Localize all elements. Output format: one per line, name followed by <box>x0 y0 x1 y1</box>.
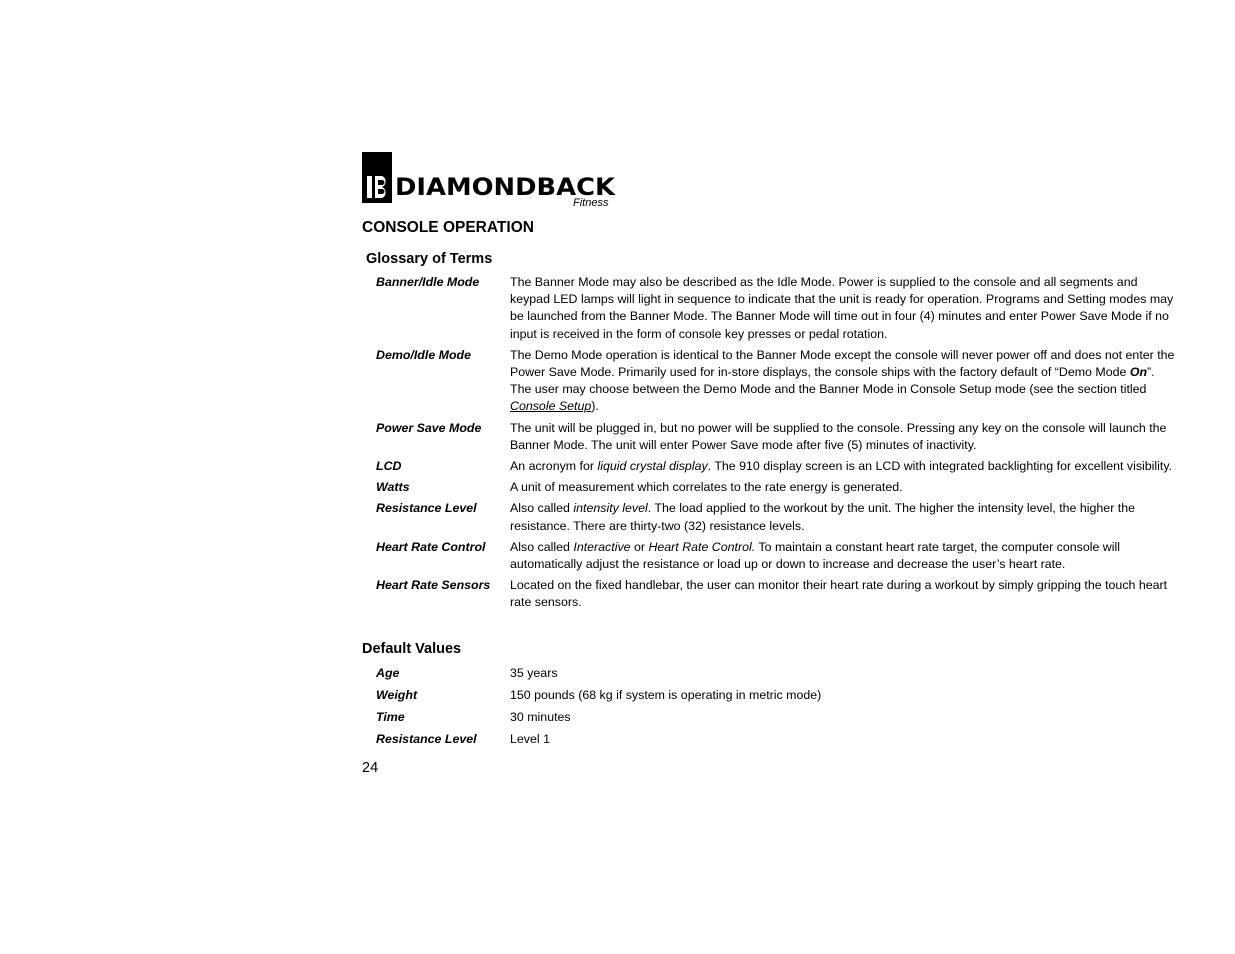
definition-italic-text: Heart Rate Control. <box>648 539 756 554</box>
glossary-definition: Located on the fixed handlebar, the user can monitor their heart rate during a workout by simply gripping the touch heart rate sensors. <box>510 578 1168 610</box>
definition-text: An acronym for <box>510 459 598 474</box>
page-number: 24 <box>362 760 379 776</box>
default-value: 35 years <box>510 666 558 680</box>
definition-text: To maintain a constant heart rate target, the computer console will automatically adjust the resistance or load up or down to increase and decrease the user’s heart rate. <box>510 539 1121 572</box>
definition-bold-text: On <box>1129 365 1148 380</box>
glossary-item <box>376 500 1176 534</box>
definition-text: Also called <box>510 501 574 516</box>
definition-text: . The 910 display screen is an LCD with integrated backlighting for excellent visibility. <box>707 459 1173 474</box>
logo-tagline-text: Fitness <box>573 197 609 208</box>
definition-text: The Demo Mode operation is identical to the Banner Mode except the console will never power off and does not enter the Power Save Mode. Primarily used for in-store displays, the console ships with the factory default of “Demo Mode <box>510 347 1175 380</box>
logo-brand-text: DIAMONDBACK <box>395 173 617 201</box>
default-value: Level 1 <box>510 732 550 746</box>
glossary-item <box>376 420 1176 454</box>
glossary-item <box>376 274 1176 343</box>
default-value-item <box>376 665 1176 682</box>
definition-italic-text: Interactive <box>573 539 631 554</box>
glossary-definition: The unit will be plugged in, but no power will be supplied to the console. Pressing any key on the console will launch the Banner Mode. The unit will enter Power Save mode after five (5) minutes of inactivity. <box>510 420 1167 452</box>
glossary-term: Resistance Level <box>376 501 477 516</box>
default-value-item <box>376 731 1176 748</box>
glossary-definition <box>510 539 1176 573</box>
glossary-item <box>376 479 1176 496</box>
diamondback-logo <box>362 152 618 208</box>
definition-text: Also called <box>510 539 574 554</box>
default-value: 150 pounds (68 kg if system is operating in metric mode) <box>510 688 822 702</box>
glossary-item <box>376 347 1176 416</box>
glossary-item <box>376 577 1176 611</box>
glossary-item <box>376 539 1176 573</box>
definition-text: ”. The user may choose between the Demo Mode and the Banner Mode in Console Setup mode (see the section titled <box>510 365 1155 397</box>
definition-text: or <box>630 539 649 554</box>
glossary-term: Heart Rate Control <box>376 539 486 554</box>
default-value-term: Resistance Level <box>376 732 477 746</box>
glossary-definition <box>510 500 1176 534</box>
default-value-item <box>376 709 1176 726</box>
definition-text: ). <box>591 399 599 414</box>
default-value-item <box>376 687 1176 704</box>
default-values-list <box>376 665 1176 753</box>
diamondback-logo-mark <box>362 152 618 208</box>
console-setup-reference: Console Setup <box>510 399 592 414</box>
glossary-definition: A unit of measurement which correlates to the rate energy is generated. <box>510 480 903 495</box>
glossary-list <box>376 274 1176 616</box>
default-value: 30 minutes <box>510 710 571 724</box>
default-value-term: Weight <box>376 688 418 702</box>
definition-text: . The load applied to the workout by the unit. The higher the intensity level, the higher the resistance. There are thirty-two (32) resistance levels. <box>510 501 1135 533</box>
section-title: CONSOLE OPERATION <box>362 219 534 236</box>
glossary-term: Power Save Mode <box>376 420 482 435</box>
default-value-term: Time <box>376 710 405 724</box>
definition-italic-text: liquid crystal display <box>597 459 708 474</box>
definition-italic-text: intensity level <box>573 501 648 516</box>
glossary-definition <box>510 347 1176 416</box>
glossary-term: Demo/Idle Mode <box>376 347 472 362</box>
glossary-title: Glossary of Terms <box>366 251 493 267</box>
glossary-term: LCD <box>376 459 402 474</box>
glossary-definition: The Banner Mode may also be described as the Idle Mode. Power is supplied to the console and all segments and keypad LED lamps will light in sequence to indicate that the unit is ready for operation. Programs and Setting modes may be launched from the Banner Mode. The Banner Mode will time out in four (4) minutes and enter Power Save Mode if no input is received in the form of console key presses or pedal rotation. <box>510 275 1174 341</box>
default-value-term: Age <box>376 666 400 680</box>
glossary-term: Heart Rate Sensors <box>376 578 491 593</box>
glossary-term: Banner/Idle Mode <box>376 275 480 289</box>
glossary-term: Watts <box>376 480 410 495</box>
glossary-definition <box>510 458 1176 475</box>
glossary-item <box>376 458 1176 475</box>
default-values-title: Default Values <box>362 641 462 657</box>
